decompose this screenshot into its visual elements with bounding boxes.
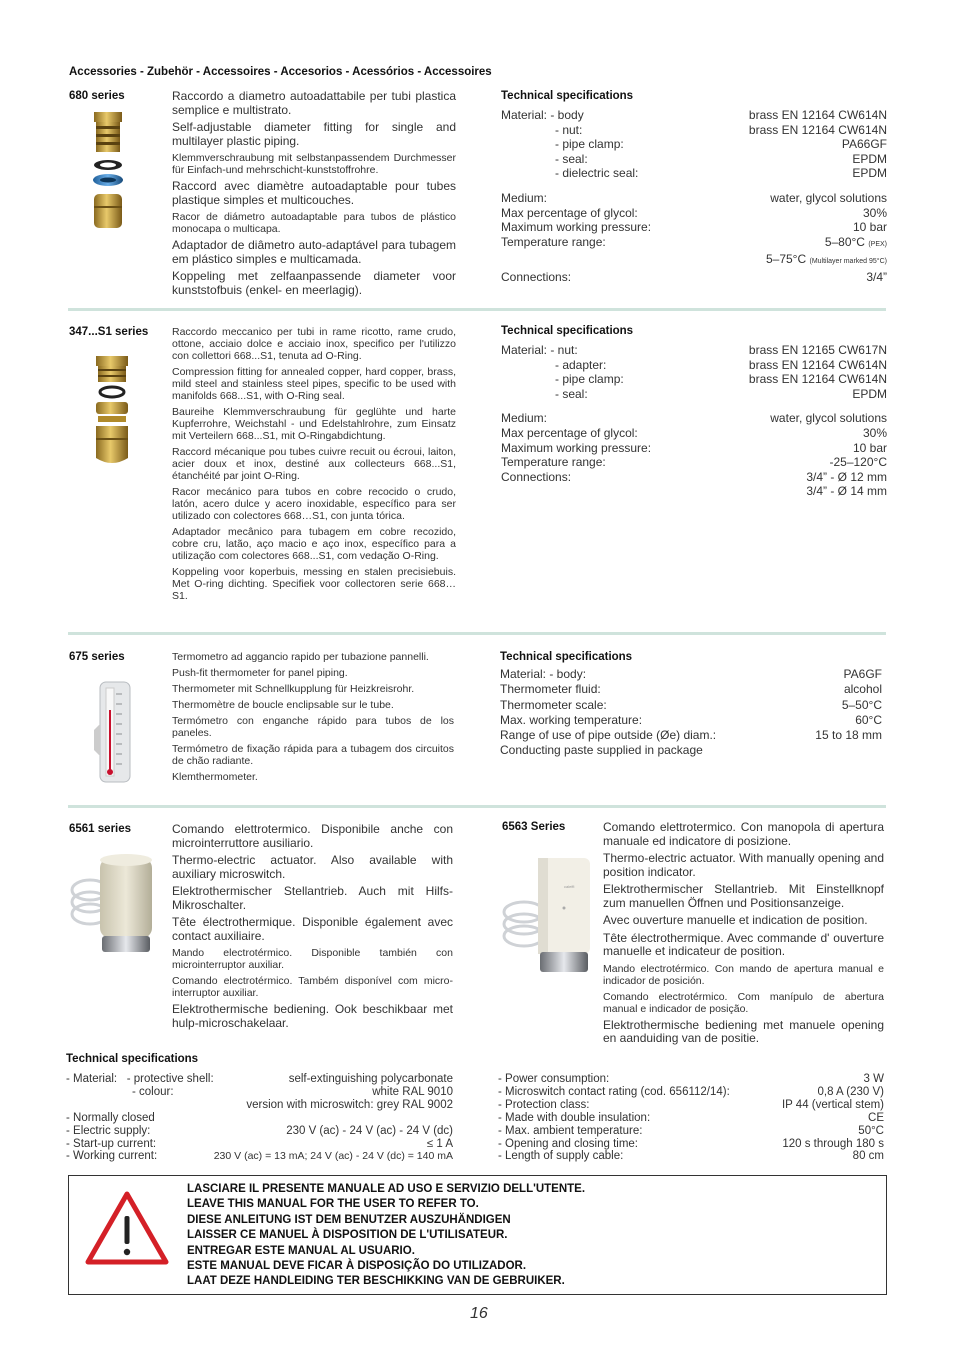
separator xyxy=(68,308,886,311)
warning-text: LASCIARE IL PRESENTE MANUALE AD USO E SERVIZIO DELL'UTENTE. LEAVE THIS MANUAL FOR THE USER TO REFER TO. DIESE ANLEITUNG IST DEM BENUTZER AUSZUHÄNDIGEN LAISSER CE MANUEL À DISPOSITION DE L'UTILISATEUR. ENTREGAR ESTE MANUAL AL USUARIO. ESTE MANUAL DEVE FICAR À DISPOSIÇÃO DO UTILIZADOR. LAAT DEZE HANDLEIDING TER BESCHIKKING VAN DE GEBRUIKER. xyxy=(187,1183,586,1288)
fitting-680-image xyxy=(88,110,128,232)
warning-triangle-icon xyxy=(84,1190,170,1266)
series-6561-description: Comando elettrotermico. Disponibile anche con microinterruttore ausiliario. Thermo-electric actuator. Also available with auxiliary microswitch. Elektrothermischer Stellantrieb. Auch mit Hilfs-Mikroschalter. Tête électrothermique. Disponible également avec contact auxiliaire. Mando electrotérmico. Disponible también con microinterruptor auxiliar. Comando electrotérmico. Também disponível com micro-interruptor auxiliar. Elektrothermische bediening. Ook beschikbaar met hulp-microschakelaar. xyxy=(172,822,453,1030)
svg-text:caleffi: caleffi xyxy=(564,884,575,889)
series-675-description: Termometro ad aggancio rapido per tubazione pannelli. Push-fit thermometer for panel piping. Thermometer mit Schnellkupplung für Heizkreisrohr. Thermomètre de boucle enclipsable sur le tube. Termómetro con enganche rápido para tubos de los paneles. Termómetro de fixação rápida para a tubagem dos circuitos de chão radiante. Klemthermometer. xyxy=(172,651,454,783)
series-680-specs: Technical specifications Material: - body brass EN 12164 CW614N - nut: brass EN 12164 CW614N - pipe clamp: PA66GF - seal: EPDM - dielectric seal: EPDM Medium: water, glycol solutions Max percentage of glycol: 30% Maximum working pressure: 10 bar Temperature range: 5–80°C (PEX) 5–75°C (Multilayer marked 95°C) Connections: 3/4” xyxy=(501,90,887,284)
series-675-specs: Technical specifications Material: - body: PA6GF Thermometer fluid: alcohol Thermometer scale: 5–50°C Max. working temperature: 60°C Range of use of pipe outside (Øe) diam.: 15 to 18 mm Conducting paste supplied in package xyxy=(500,651,882,758)
tech-spec-heading: Technical specifications xyxy=(66,1053,199,1065)
separator xyxy=(68,632,886,635)
series-347-specs: Technical specifications Material: - nut: brass EN 12165 CW617N - adapter: brass EN 12164 CW614N - pipe clamp: brass EN 12164 CW614N - seal: EPDM Medium: water, glycol solutions Max percentage of glycol: 30% Maximum working pressure: 10 bar Temperature range: -25–120°C Connections: 3/4” - Ø 12 mm 3/4” - Ø 14 mm xyxy=(501,325,887,499)
tech-spec-heading: Technical specifications xyxy=(501,325,634,337)
page-number: 16 xyxy=(470,1305,488,1322)
series-347-description: Raccordo meccanico per tubi in rame ricotto, rame crudo, ottone, acciaio dolce e acciaio inox, specifico per l'utilizzo con collettori 668...S1, tenuta ad O-Ring. Compression fitting for annealed copper, hard copper, brass, mild steel and stainless steel pipes, specific to be used with manifolds 668...S1, with O-Ring seal. Baureihe Klemmverschraubung für geglühte und harte Kupferrohre, Weichstahl - und Edelstahlrohre, zum Einsatz mit Verteilern 668...S1, mit O-Ringabdichtung. Raccord mécanique pou tubes cuivre recuit ou écroui, laiton, acier doux et inox, destiné aux collecteurs 668...S1, étanchéité par joint O-Ring. Racor mecánico para tubos en cobre recocido o crudo, latón, acero dulce y acero inoxidable, específico para ser utilizado con colectores 668…S1, con junta tórica. Adaptador mecânico para tubagem em cobre recozido, cobre cru, latão, aço macio e aço inox, específico para a utilização com colectores 668...S1, com vedação O-Ring. Koppeling voor koperbuis, messing en stalen precisiebuis. Met O-ring dichting. Specifiek voor collectoren serie 668… S1. xyxy=(172,326,456,602)
tech-spec-heading: Technical specifications xyxy=(500,651,633,663)
series-6561-title: 6561 series xyxy=(69,823,132,835)
actuator-specs-right: - Power consumption: 3 W - Microswitch contact rating (cod. 656112/14): 0,8 A (230 V) - Protection class: IP 44 (vertical stem) - Made with double insulation: CE - Max. ambient temperature: 50°C - Opening and closing time: 120 s through 180 s - Length of supply cable: 80 cm xyxy=(498,1073,884,1163)
fitting-347-image xyxy=(92,354,132,468)
actuator-6563-image xyxy=(500,852,600,978)
series-347-title: 347...S1 series xyxy=(69,326,149,338)
separator xyxy=(68,805,886,808)
series-6563-title: 6563 Series xyxy=(502,821,566,833)
series-680-description: Raccordo a diametro autoadattabile per tubi plastica semplice e multistrato. Self-adjustable diameter fitting for single and multilayer plastic piping. Klemmverschraubung mit selbstanpassendem Durchmesser für Einfach-und mehrschicht-kunststoffrohre. Raccord avec diamètre autoadaptable pour tubes plastique simples et multicouches. Racor de diámetro autoadaptable para tubos de plástico monocapa o multicapa. Adaptador de diâmetro auto-adaptável para tubagem em plástico simples e multicamada. Koppeling met zelfaanpassende diameter voor kunststofbuis (enkel- en meerlagig). xyxy=(172,89,456,297)
series-680-title: 680 series xyxy=(69,90,125,102)
thermometer-image xyxy=(92,680,138,786)
page-header: Accessories - Zubehör - Accessoires - Accesorios - Acessórios - Accessoires xyxy=(69,66,492,78)
actuator-specs-left: - Material: - protective shell: self-extinguishing polycarbonate - colour: white RAL 9010 version with microswitch: grey RAL 9002 - Normally closed - Electric supply: 230 V (ac) - 24 V (ac) - 24 V (dc) - Start-up current: ≤ 1 A - Working current: 230 V (ac) = 13 mA; 24 V (ac) - 24 V (dc) = 140 mA xyxy=(66,1073,453,1163)
actuator-6561-image xyxy=(68,850,164,956)
series-675-title: 675 series xyxy=(69,651,125,663)
tech-spec-heading: Technical specifications xyxy=(501,90,634,102)
series-6563-description: Comando elettrotermico. Con manopola di apertura manuale ed indicatore di posizione. Thermo-electric actuator. With manually opening and position indicator. Elektrothermischer Stellantrieb. Mit Einstellknopf zum manuellen Öffnen und Positionsanzeige. Avec ouverture manuelle et indication de position. Tête électrothermique. Avec commande d' ouverture manuelle et indicateur de position. Mando electrotérmico. Con mando de apertura manual e indicador de posición. Comando electrotérmico. Com manípulo de abertura manual e indicador de posição. Elektrothermische bediening met manuele opening en aanduiding van de positie. xyxy=(603,820,884,1045)
